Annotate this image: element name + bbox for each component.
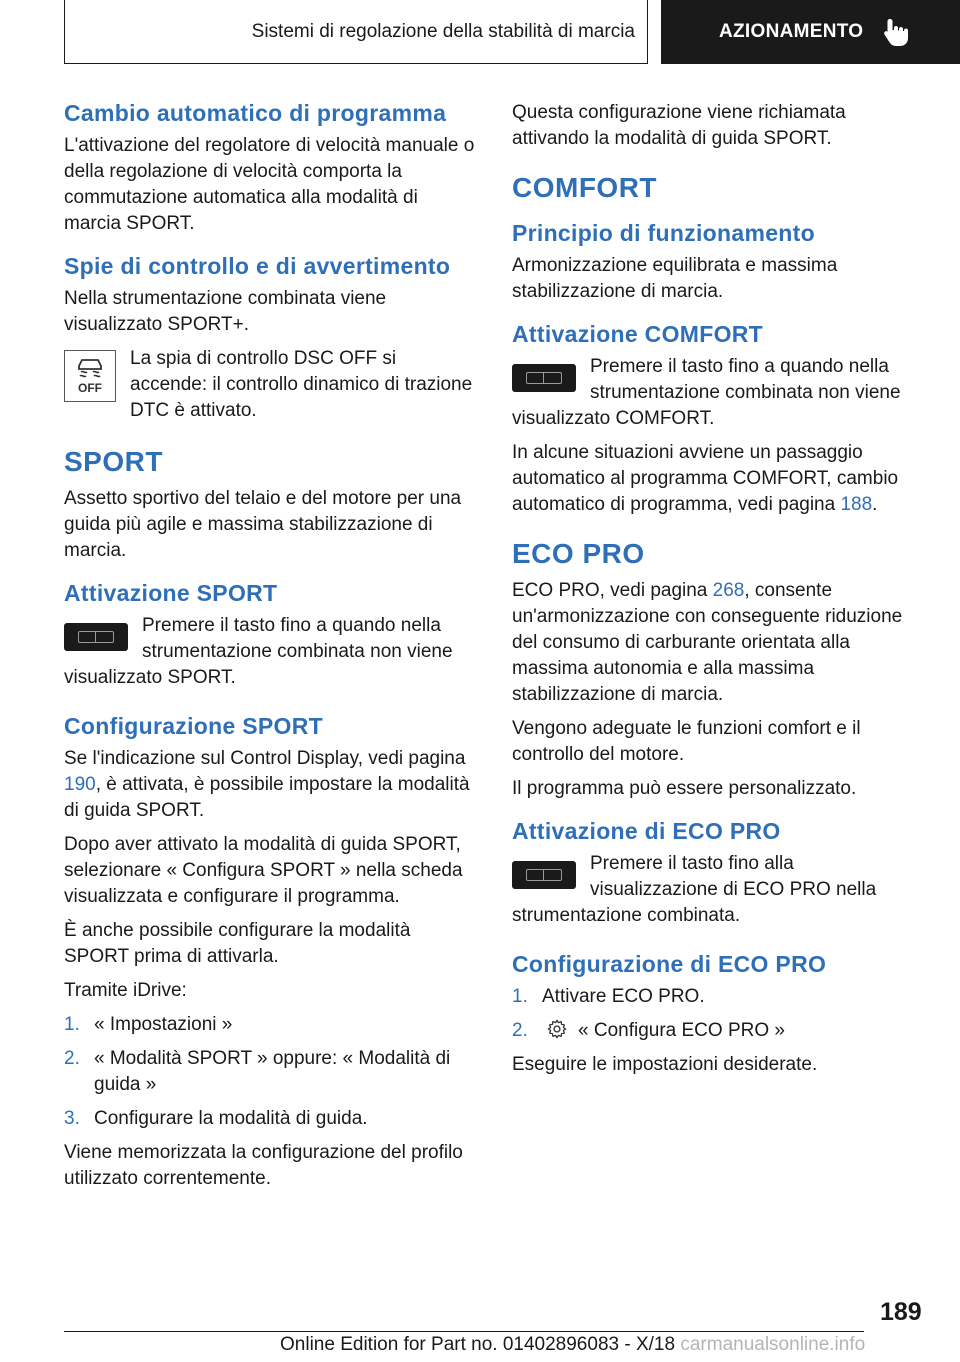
heading-eco-pro: ECO PRO — [512, 538, 645, 569]
list-number: 2. — [512, 1020, 528, 1041]
page-link-190[interactable]: 190 — [64, 774, 96, 795]
paragraph-attivazione-sport: Premere il tasto fino a quando nella strumentazione combinata non viene visualizzato SPORT. — [64, 615, 453, 688]
list-item — [64, 1106, 478, 1132]
paragraph-principio: Armonizzazione equilibrata e massima stabilizzazione di marcia. — [512, 255, 838, 302]
paragraph-dsc: La spia di controllo DSC OFF si accende: il controllo dinamico di trazione DTC è attivato. — [130, 348, 473, 421]
page-number: 189 — [880, 1298, 922, 1326]
list-item — [512, 984, 926, 1010]
eco-steps-list — [512, 984, 926, 1044]
list-number: 3. — [64, 1108, 80, 1129]
driving-mode-button-icon — [512, 861, 576, 889]
heading-spie: Spie di controllo e di avvertimento — [64, 253, 451, 279]
driving-mode-button-icon — [512, 364, 576, 392]
paragraph-situazioni — [512, 440, 926, 518]
heading-attivazione-eco: Attivazione di ECO PRO — [512, 818, 781, 844]
list-item — [64, 1012, 478, 1038]
paragraph-cambio: L'attivazione del regolatore di velocità manuale o della regolazione di velocità comporta la commutazione automatica alla modalità di marcia SPORT. — [64, 135, 475, 234]
section-title: Sistemi di regolazione della stabilità di marcia — [64, 0, 648, 64]
list-text: « Impostazioni » — [94, 1014, 233, 1035]
paragraph-eco-2: Vengono adeguate le funzioni comfort e il controllo del motore. — [512, 718, 861, 765]
paragraph-eco-3: Il programma può essere personalizzato. — [512, 778, 857, 799]
chapter-label: AZIONAMENTO — [719, 21, 864, 42]
attivazione-sport-note — [64, 613, 478, 691]
left-column — [64, 100, 478, 1200]
list-number: 1. — [512, 986, 528, 1007]
dsc-off-note — [64, 346, 478, 424]
heading-sport: SPORT — [64, 446, 163, 477]
list-number: 1. — [64, 1014, 80, 1035]
idrive-steps-list — [64, 1012, 478, 1132]
paragraph-attivazione-comfort: Premere il tasto fino a quando nella strumentazione combinata non viene visualizzato COMFORT. — [512, 356, 901, 429]
paragraph-sport: Assetto sportivo del telaio e del motore per una guida più agile e massima stabilizzazione di marcia. — [64, 488, 462, 561]
heading-principio: Principio di funzionamento — [512, 220, 815, 246]
list-item — [512, 1018, 926, 1044]
heading-configurazione-eco: Configurazione di ECO PRO — [512, 951, 827, 977]
text-fragment: Se l'indicazione sul Control Display, vedi pagina — [64, 748, 466, 769]
paragraph-final: Eseguire le impostazioni desiderate. — [512, 1054, 818, 1075]
list-text: « Modalità SPORT » oppure: « Modalità di guida » — [94, 1048, 451, 1095]
paragraph-intro: Questa configurazione viene richiamata attivando la modalità di guida SPORT. — [512, 102, 846, 149]
heading-attivazione-comfort: Attivazione COMFORT — [512, 321, 764, 347]
dsc-off-icon — [64, 350, 116, 402]
attivazione-comfort-note — [512, 354, 926, 432]
attivazione-eco-note — [512, 851, 926, 929]
text-fragment: ECO PRO, vedi pagina — [512, 580, 713, 601]
list-text: Attivare ECO PRO. — [542, 986, 705, 1007]
text-fragment: , consente un'armonizzazione con conseguente riduzione del consumo di carburante orientata alla massima autonomia e alla massima stabilizzazione di marcia. — [512, 580, 903, 705]
list-text: Configurare la modalità di guida. — [94, 1108, 368, 1129]
list-item — [64, 1046, 478, 1098]
paragraph-memorizzata: Viene memorizzata la configurazione del profilo utilizzato correntemente. — [64, 1142, 463, 1189]
paragraph-spie: Nella strumentazione combinata viene visualizzato SPORT+. — [64, 288, 387, 335]
chapter-tab — [661, 0, 960, 64]
heading-attivazione-sport: Attivazione SPORT — [64, 580, 278, 606]
paragraph-configurazione-3: È anche possibile configurare la modalità SPORT prima di attivarla. — [64, 920, 411, 967]
paragraph-attivazione-eco: Premere il tasto fino alla visualizzazione di ECO PRO nella strumentazione combinata. — [512, 853, 877, 926]
footer-edition — [280, 1334, 865, 1356]
text-fragment: . — [872, 494, 878, 515]
page-link-188[interactable]: 188 — [840, 494, 873, 515]
text-fragment: , è attivata, è possibile impostare la modalità di guida SPORT. — [64, 774, 470, 821]
list-number: 2. — [64, 1048, 80, 1069]
hand-pointer-icon — [881, 17, 909, 47]
text-fragment: In alcune situazioni avviene un passaggio automatico al programma COMFORT, cambio automatico di programma, vedi pagina — [512, 442, 899, 515]
gear-icon — [546, 1018, 568, 1040]
heading-cambio-automatico: Cambio automatico di programma — [64, 100, 447, 126]
right-column — [512, 100, 926, 1086]
car-skid-icon — [75, 357, 105, 379]
paragraph-configurazione-1 — [64, 746, 478, 824]
watermark: carmanualsonline.info — [680, 1334, 866, 1355]
paragraph-configurazione-4: Tramite iDrive: — [64, 980, 187, 1001]
list-text: « Configura ECO PRO » — [578, 1020, 785, 1041]
driving-mode-button-icon — [64, 623, 128, 651]
dsc-off-icon-label: OFF — [78, 381, 102, 395]
page-header — [64, 0, 960, 66]
heading-configurazione-sport: Configurazione SPORT — [64, 713, 323, 739]
edition-text: Online Edition for Part no. 01402896083 - X/18 — [280, 1334, 676, 1355]
page-link-268[interactable]: 268 — [712, 580, 745, 601]
footer-divider — [64, 1331, 864, 1332]
paragraph-eco-pro — [512, 578, 926, 708]
paragraph-configurazione-2: Dopo aver attivato la modalità di guida SPORT, selezionare « Configura SPORT » nella scheda visualizzata e configurare il programma. — [64, 834, 463, 907]
heading-comfort: COMFORT — [512, 172, 658, 203]
